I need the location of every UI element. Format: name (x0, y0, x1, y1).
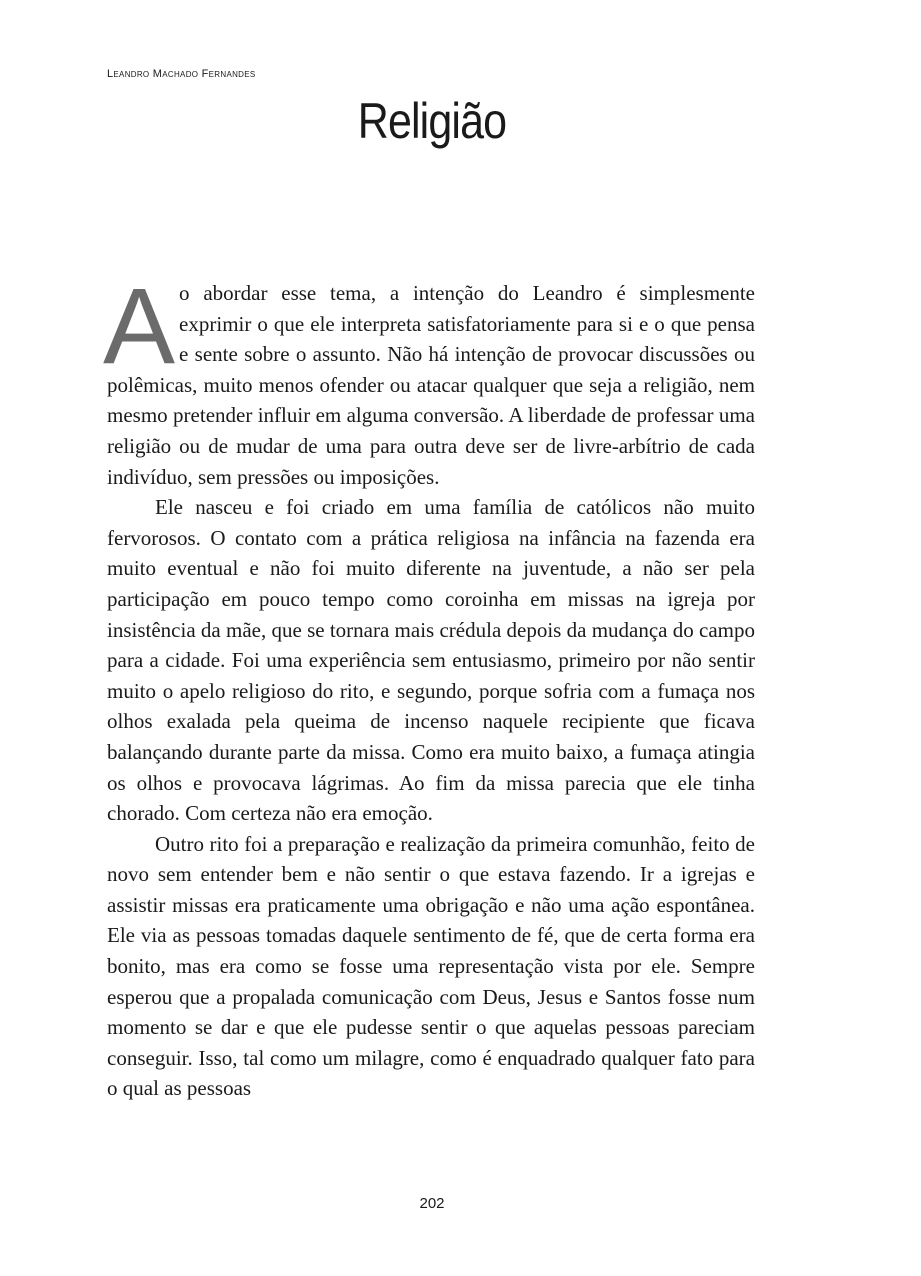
running-head: Leandro Machado Fernandes (107, 68, 256, 80)
drop-cap: A (103, 265, 176, 386)
body-text (103, 265, 755, 1104)
paragraph-1-text: o abordar esse tema, a intenção do Leandro é simplesmente exprimir o que ele interpreta satisfatoriamente para si e o que pensa e sente sobre o assunto. Não há intenção de provocar discussões ou polêmicas, muito menos ofender ou atacar qualquer que seja a religião, nem mesmo pretender influir em alguma conversão. A liberdade de professar uma religião ou de mudar de uma para outra deve ser de livre-arbítrio de cada indivíduo, sem pressões ou imposições. (107, 281, 755, 489)
page-number: 202 (419, 1195, 445, 1212)
paragraph-3: Outro rito foi a preparação e realização da primeira comunhão, feito de novo sem entender bem e não sentir o que estava fazendo. Ir a igrejas e assistir missas era praticamente uma obrigação e não uma ação espontânea. Ele via as pessoas tomadas daquele sentimento de fé, que de certa forma era bonito, mas era como se fosse uma representação vista por ele. Sempre esperou que a propalada comunicação com Deus, Jesus e Santos fosse num momento se dar e que ele pudesse sentir o que aquelas pessoas pareciam conseguir. Isso, tal como um milagre, como é enquadrado qualquer fato para o qual as pessoas (107, 831, 755, 1101)
paragraph-1 (103, 265, 755, 492)
chapter-title: Religião (357, 93, 507, 149)
paragraph-2: Ele nasceu e foi criado em uma família de católicos não muito fervorosos. O contato com a prática religiosa na infância na fazenda era muito eventual e não foi muito diferente na juventude, a não ser pela participação em pouco tempo como coroinha em missas na igreja por insistência da mãe, que se tornara mais crédula depois da mudança do campo para a cidade. Foi uma experiência sem entusiasmo, primeiro por não sentir muito o apelo religioso do rito, e segundo, porque sofria com a fumaça nos olhos exalada pela queima de incenso naquele recipiente que ficava balançando durante parte da missa. Como era muito baixo, a fumaça atingia os olhos e provocava lágrimas. Ao fim da missa parecia que ele tinha chorado. Com certeza não era emoção. (107, 495, 755, 826)
